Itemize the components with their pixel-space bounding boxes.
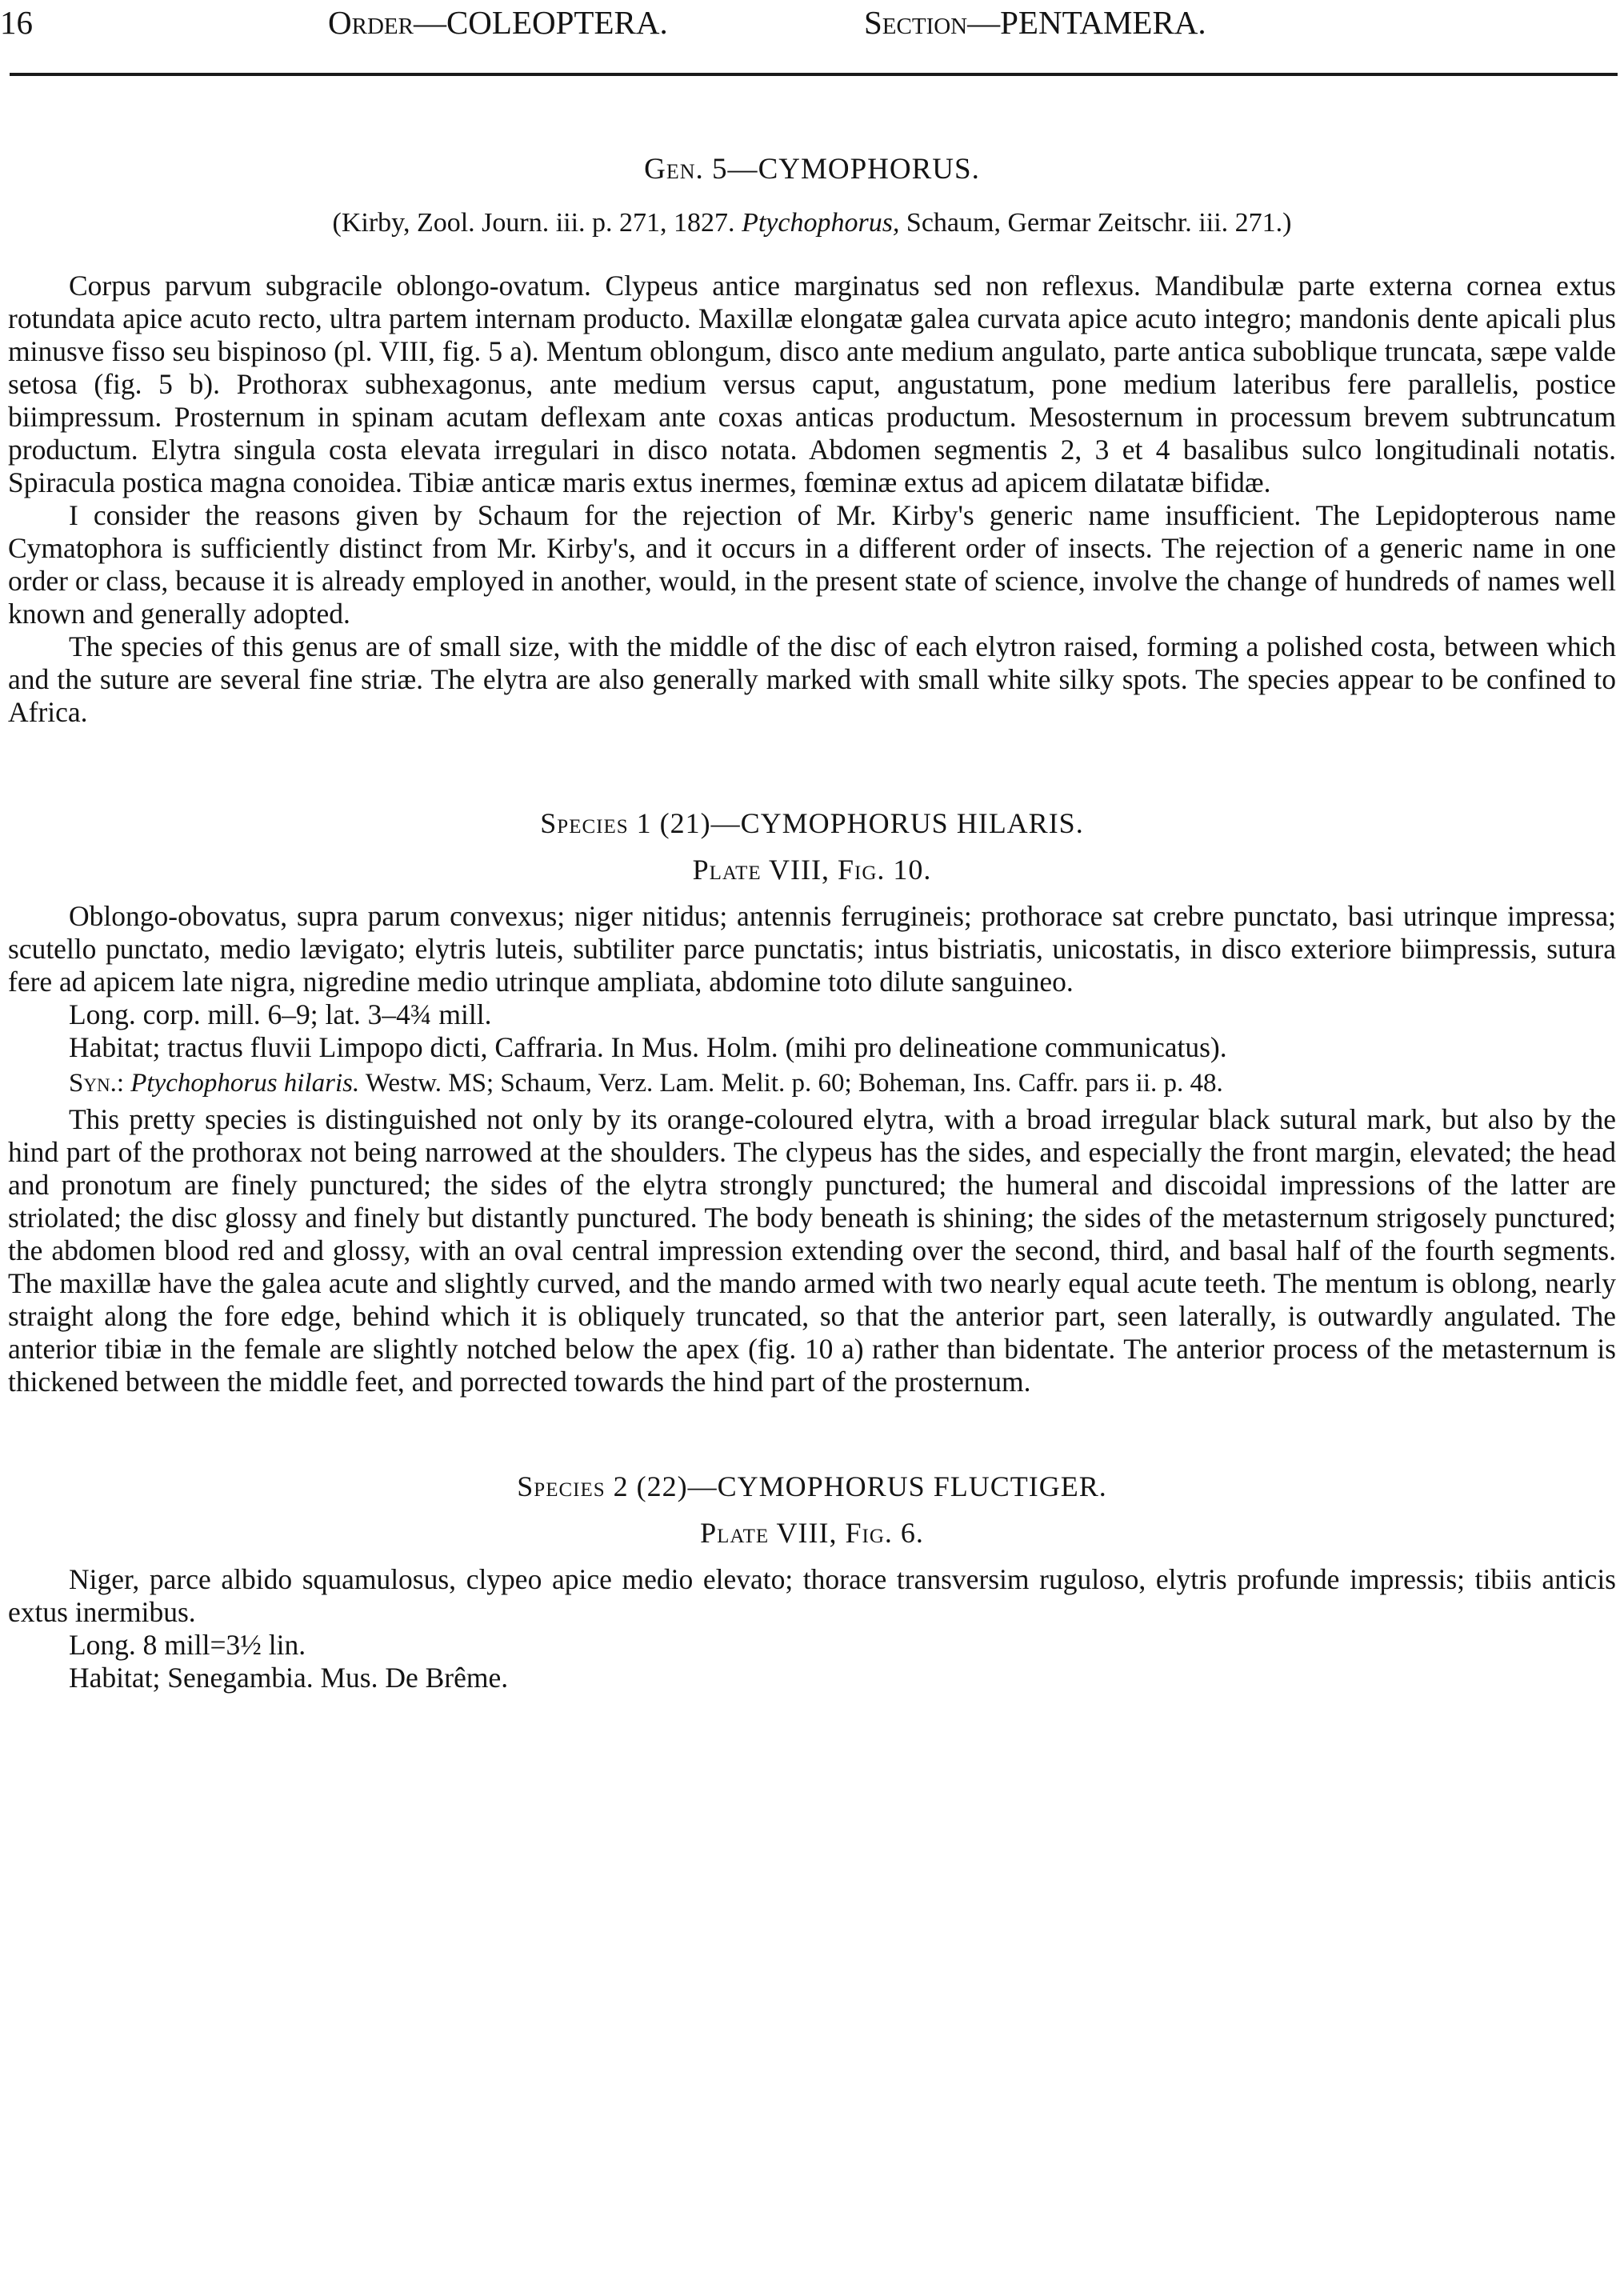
species-2-fig-label: Fig. (845, 1517, 893, 1549)
species-1-syn-label: Syn.: (69, 1069, 124, 1098)
species-1-habitat: Habitat; tractus fluvii Limpopo dicti, Caffraria. In Mus. Holm. (mihi pro delineatione communicatus). (69, 1031, 1227, 1063)
species-1-synonymy (8, 1067, 1616, 1100)
spacer (8, 729, 1616, 806)
order-heading (328, 0, 668, 45)
species-1-plate (8, 852, 1616, 887)
species-2-fig-ref: 6. (900, 1517, 924, 1549)
genus-name: CYMOPHORUS. (758, 153, 980, 186)
genus-label: Gen. 5— (644, 153, 758, 186)
species-1-description: This pretty species is distinguished not only by its orange-coloured elytra, with a broad irregular black sutural mark, but also by the hind part of the prothorax not being narrowed at the shoulders. The clypeus has the sides, and especially the front margin, elevated; the head and pronotum are finely punctured; the sides of the elytra strongly punctured; the humeral and discoidal impressions of the latter are striolated; the disc glossy and finely but distantly punctured. The body beneath is shining; the sides of the metasternum strigosely punctured; the abdomen blood red and glossy, with an oval central impression extending over the second, third, and basal half of the fourth segments. The maxillæ have the galea acute and slightly curved, and the mando armed with two nearly equal acute teeth. The mentum is oblong, nearly straight along the fore edge, behind which it is obliquely truncated, so that the anterior part, seen laterally, is outwardly angulated. The anterior tibiæ in the female are slightly notched below the apex (fig. 10 a) rather than bidentate. The anterior process of the metasternum is thickened between the middle feet, and porrected towards the hind part of the prosternum. (8, 1103, 1616, 1398)
order-label: Order— (328, 4, 446, 41)
species-1-syn-refs: Westw. MS; Schaum, Verz. Lam. Melit. p. 60; Boheman, Ins. Caffr. pars ii. p. 48. (365, 1069, 1223, 1098)
species-2-plate-ref: VIII, (776, 1517, 838, 1549)
genus-reference (8, 206, 1616, 239)
species-2-label: Species 2 (22)— (517, 1470, 718, 1502)
species-1-plate-label: Plate (692, 854, 762, 886)
species-1-diagnosis: Oblongo-obovatus, supra parum convexus; niger nitidus; antennis ferrugineis; prothorace sat crebre punctato, basi utrinque impressa; scutello punctato, medio lævigato; elytris luteis, subtiliter parce punctatis; intus bistriatis, unicostatis, in disco exteriore biimpressis, sutura fere ad apicem late nigra, nigredine medio utrinque ampliata, abdomine toto dilute sanguineo. (8, 900, 1616, 998)
species-2-measurements: Long. 8 mill=3½ lin. (69, 1629, 306, 1661)
species-1-label: Species 1 (21)— (540, 807, 741, 839)
running-head (0, 0, 1624, 56)
genus-reference-synonym: Ptychophorus, (742, 208, 900, 238)
species-2-diagnosis: Niger, parce albido squamulosus, clypeo apice medio elevato; thorace transversim ruguloso, elytris profunde impressis; tibiis anticis extus inermibus. (8, 1563, 1616, 1628)
genus-reference-pre: (Kirby, Zool. Journ. iii. p. 271, 1827. (332, 208, 735, 238)
species-1-name: CYMOPHORUS HILARIS. (740, 807, 1084, 839)
section-name: PENTAMERA. (1000, 4, 1206, 41)
spacer (8, 1398, 1616, 1469)
species-2-name: CYMOPHORUS FLUCTIGER. (717, 1470, 1107, 1502)
species-1-fig-label: Fig. (838, 854, 886, 886)
species-2-plate (8, 1515, 1616, 1550)
species-1-measurements: Long. corp. mill. 6–9; lat. 3–4¾ mill. (69, 998, 492, 1030)
species-1-syn-name: Ptychophorus hilaris. (130, 1069, 360, 1098)
genus-notes: The species of this genus are of small size, with the middle of the disc of each elytron raised, forming a polished costa, between which and the suture are several fine striæ. The elytra are also generally marked with small white silky spots. The species appear to be confined to Africa. (8, 630, 1616, 728)
genus-description: Corpus parvum subgracile oblongo-ovatum. Clypeus antice marginatus sed non reflexus. Mandibulæ parte externa cornea extus rotundata apice acuto recto, ultra partem internam producto. Maxillæ elongatæ galea curvata apice acuto integro; mandonis dente apicali plus minusve fisso seu bispinoso (pl. VIII, fig. 5 a). Mentum oblongum, disco ante medium angulato, parte antica suboblique truncata, sæpe valde setosa (fig. 5 b). Prothorax subhexagonus, ante medium versus caput, angustatum, pone medium lateribus fere parallelis, postice biimpressum. Prosternum in spinam acutam deflexam ante coxas anticas productum. Mesosternum in processum brevem subtruncatum productum. Elytra singula costa elevata irregulari in disco notata. Abdomen segmentis 2, 3 et 4 basalibus sulco longitudinali notatis. Spiracula postica magna conoidea. Tibiæ anticæ maris extus inermes, fœminæ extus ad apicem dilatatæ bifidæ. (8, 270, 1616, 498)
section-label: Section— (864, 4, 1001, 41)
species-1-plate-ref: VIII, (769, 854, 830, 886)
species-1-fig-ref: 10. (893, 854, 932, 886)
page-number: 16 (0, 4, 33, 41)
order-name: COLEOPTERA. (446, 4, 668, 41)
species-1-heading (8, 806, 1616, 841)
species-2-habitat: Habitat; Senegambia. Mus. De Brême. (69, 1662, 509, 1694)
page-body (8, 152, 1616, 1694)
species-2-heading (8, 1469, 1616, 1504)
genus-reference-post: Schaum, Germar Zeitschr. iii. 271.) (906, 208, 1292, 238)
section-heading (864, 0, 1206, 45)
genus-heading (8, 152, 1616, 187)
species-2-plate-label: Plate (700, 1517, 770, 1549)
genus-remarks: I consider the reasons given by Schaum for the rejection of Mr. Kirby's generic name insufficient. The Lepidopterous name Cymatophora is sufficiently distinct from Mr. Kirby's, and it occurs in a different order of insects. The rejection of a generic name in one order or class, because it is already employed in another, would, in the present state of science, involve the change of hundreds of names well known and generally adopted. (8, 499, 1616, 630)
header-rule (10, 73, 1618, 76)
